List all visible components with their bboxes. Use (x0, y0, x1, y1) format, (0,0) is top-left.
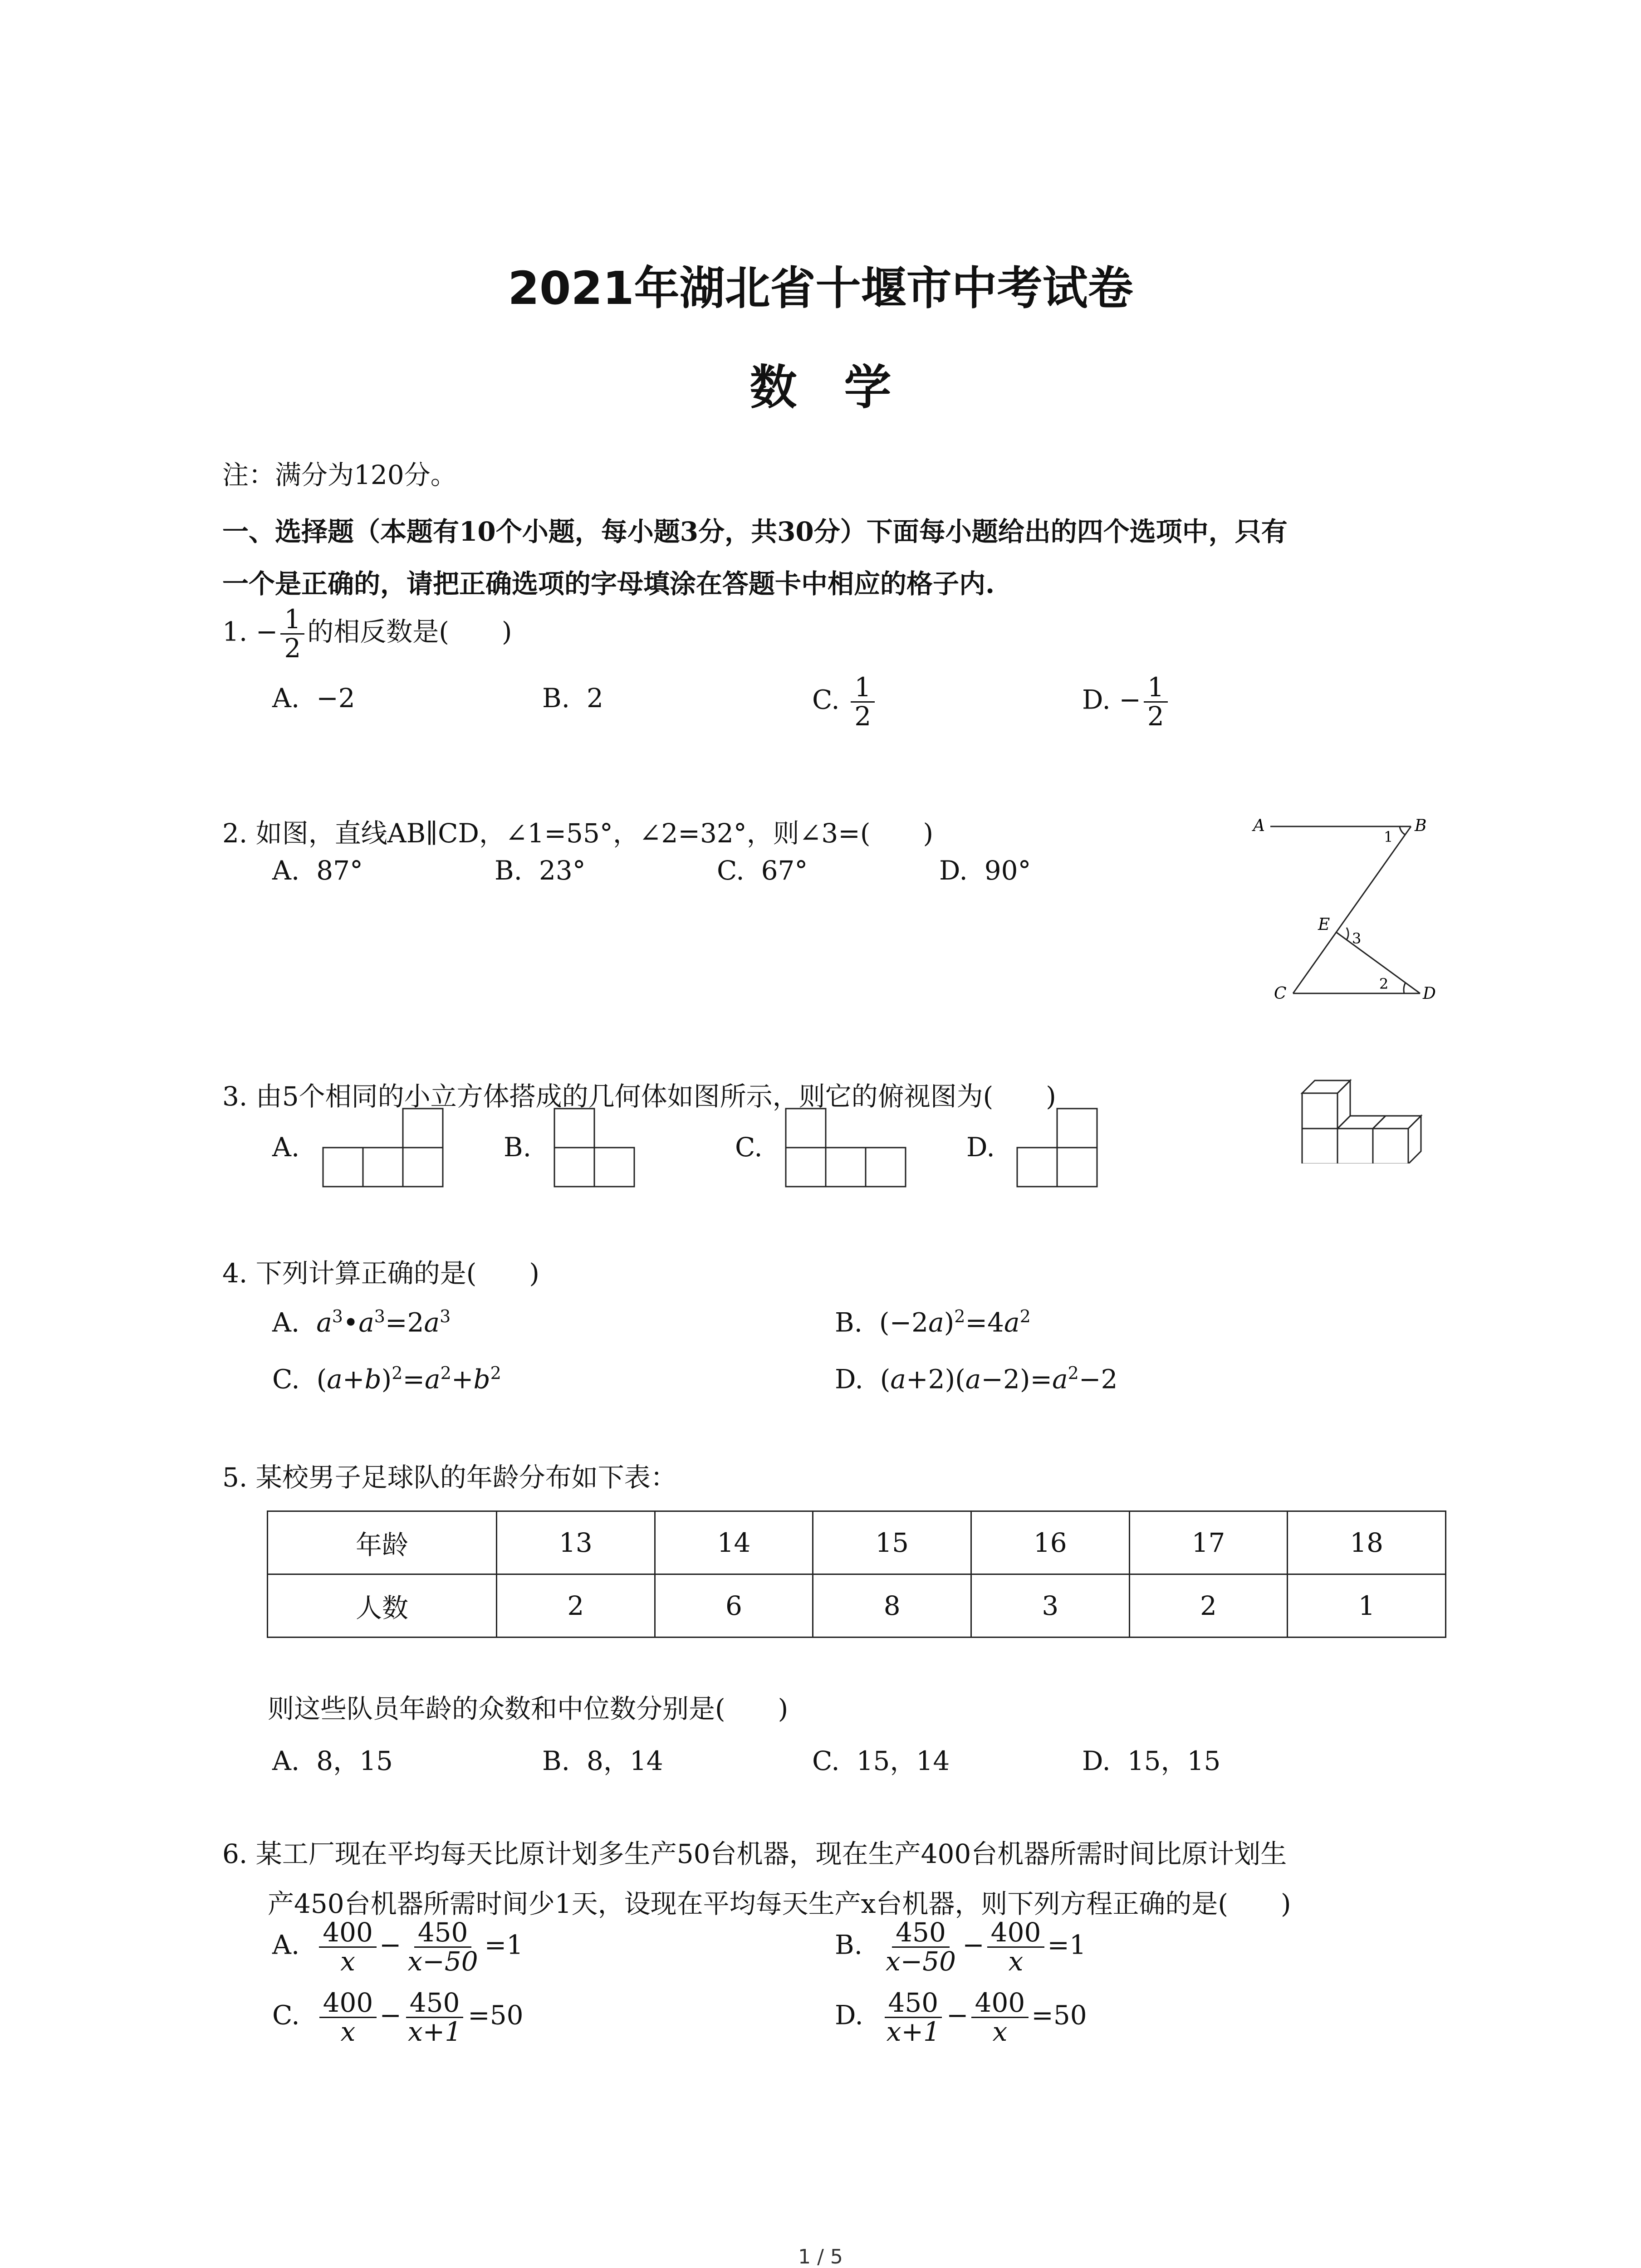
question-5-option-c[interactable]: C. 15，14 (812, 1745, 950, 1776)
count-cell: 2 (1129, 1574, 1288, 1637)
question-4-option-a[interactable]: A. $a^3•a^3=2a^3$ (272, 1306, 451, 1338)
point-b-label: B (1415, 816, 1427, 835)
age-cell: 13 (497, 1511, 655, 1574)
count-cell: 2 (497, 1574, 655, 1637)
point-a-label: A (1253, 816, 1265, 835)
question-3-option-d[interactable]: D. (966, 1132, 995, 1163)
question-4-stem: 4. 下列计算正确的是( ) (222, 1258, 540, 1289)
count-cell: 6 (655, 1574, 813, 1637)
question-1-stem: 1. − $\frac{1}{2}$ 的相反数是( ) (222, 604, 512, 664)
count-cell: 3 (971, 1574, 1129, 1637)
question-6-stem-line1: 6. 某工厂现在平均每天比原计划多生产50台机器，现在生产400台机器所需时间比原计划生 (222, 1838, 1287, 1869)
age-cell: 14 (655, 1511, 813, 1574)
table-row (268, 1511, 1446, 1574)
question-3-stem: 3. 由5个相同的小立方体搭成的几何体如图所示，则它的俯视图为( ) (222, 1081, 1056, 1112)
question-1-option-a[interactable]: A. −2 (272, 683, 355, 714)
age-cell: 15 (813, 1511, 971, 1574)
question-6-option-b[interactable]: B. $\frac{450}{x-50}$ − $\frac{400}{x}$ =1 (835, 1917, 1086, 1977)
option-b-top-view (554, 1107, 637, 1188)
page-title: 2021年湖北省十堰市中考试卷 (508, 262, 1133, 315)
question-3-option-b[interactable]: B. (504, 1132, 532, 1163)
page-number: 1 / 5 (798, 2245, 843, 2268)
age-cell: 18 (1288, 1511, 1446, 1574)
angle-2-label: 2 (1379, 975, 1389, 992)
angle-1-label: 1 (1384, 828, 1393, 846)
point-d-label: D (1423, 984, 1436, 1003)
question-1-option-d[interactable]: D. − $\frac{1}{2}$ (1082, 674, 1171, 730)
question-2-figure (1243, 807, 1461, 1007)
age-distribution-table (267, 1510, 1446, 1638)
question-5-option-a[interactable]: A. 8，15 (272, 1745, 393, 1776)
section-instruction-line2: 一个是正确的，请把正确选项的字母填涂在答题卡中相应的格子内. (222, 568, 995, 599)
option-c-top-view (785, 1107, 907, 1188)
question-5-question: 则这些队员年龄的众数和中位数分别是( ) (268, 1693, 789, 1724)
question-4-option-d[interactable]: D. $(a+2)(a-2)=a^2-2$ (835, 1363, 1118, 1395)
question-1-option-c[interactable]: C. $\frac{1}{2}$ (812, 674, 877, 730)
age-cell: 17 (1129, 1511, 1288, 1574)
question-4-option-b[interactable]: B. $(-2a)^2=4a^2$ (835, 1306, 1031, 1338)
question-2-option-c[interactable]: C. 67° (717, 855, 808, 886)
option-a-top-view (322, 1107, 445, 1188)
row-header-count: 人数 (268, 1574, 497, 1637)
row-header-age: 年龄 (268, 1511, 497, 1574)
question-5-option-d[interactable]: D. 15，15 (1082, 1745, 1221, 1776)
question-6-stem-line2: 产450台机器所需时间少1天，设现在平均每天生产x台机器，则下列方程正确的是( ) (268, 1888, 1291, 1919)
count-cell: 1 (1288, 1574, 1446, 1637)
count-cell: 8 (813, 1574, 971, 1637)
question-2-option-d[interactable]: D. 90° (939, 855, 1031, 886)
question-3-solid-figure (1298, 1068, 1447, 1163)
score-note: 注：满分为120分。 (222, 459, 457, 490)
age-cell: 16 (971, 1511, 1129, 1574)
question-2-stem: 2. 如图，直线AB∥CD，∠1=55°，∠2=32°，则∠3=( ) (222, 818, 934, 849)
question-1-option-b[interactable]: B. 2 (542, 683, 603, 714)
question-5-stem: 5. 某校男子足球队的年龄分布如下表： (222, 1462, 677, 1493)
question-6-option-a[interactable]: A. $\frac{400}{x}$ − $\frac{450}{x-50}$ =1 (272, 1917, 524, 1977)
point-c-label: C (1274, 984, 1287, 1003)
question-2-option-b[interactable]: B. 23° (495, 855, 586, 886)
point-e-label: E (1318, 915, 1330, 934)
angle-3-label: 3 (1352, 930, 1362, 947)
section-instruction-line1: 一、选择题（本题有10个小题，每小题3分，共30分）下面每小题给出的四个选项中，只有 (222, 516, 1288, 547)
question-6-option-d[interactable]: D. $\frac{450}{x+1}$ − $\frac{400}{x}$ =50 (835, 1987, 1087, 2047)
question-2-option-a[interactable]: A. 87° (272, 855, 363, 886)
subject-title: 数 学 (749, 360, 892, 415)
question-3-option-c[interactable]: C. (735, 1132, 763, 1163)
option-d-top-view (1016, 1107, 1100, 1188)
question-6-option-c[interactable]: C. $\frac{400}{x}$ − $\frac{450}{x+1}$ =50 (272, 1987, 524, 2047)
question-4-option-c[interactable]: C. $(a+b)^2=a^2+b^2$ (272, 1363, 501, 1395)
question-3-option-a[interactable]: A. (272, 1132, 300, 1163)
question-5-option-b[interactable]: B. 8，14 (542, 1745, 663, 1776)
table-row (268, 1574, 1446, 1637)
